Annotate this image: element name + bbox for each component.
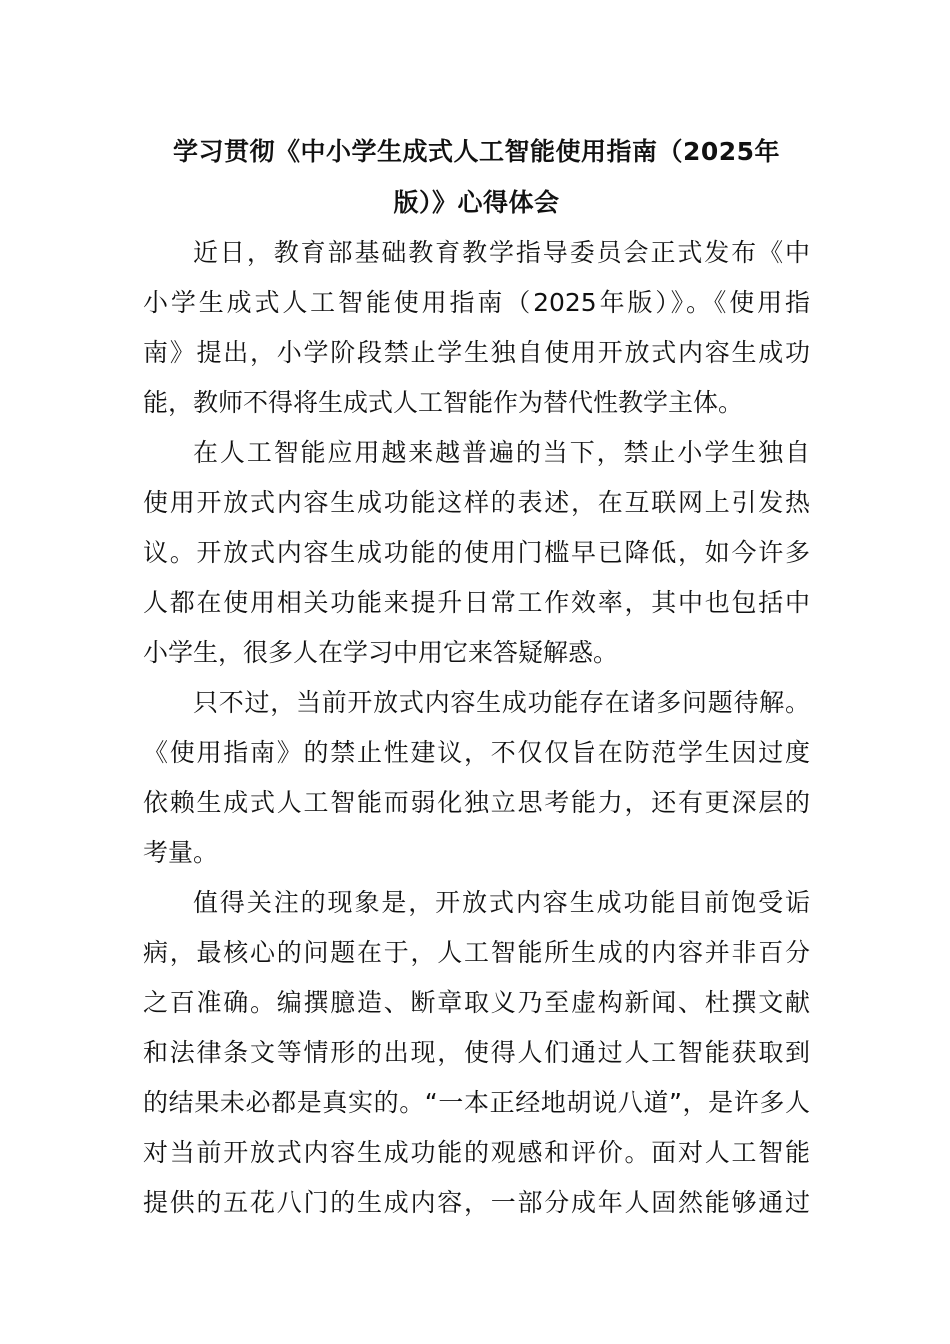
- paragraph-line: 使用开放式内容生成功能这样的表述，在互联网上引发热: [143, 488, 810, 517]
- paragraph-line: 之百准确。编撰臆造、断章取义乃至虚构新闻、杜撰文献: [143, 988, 810, 1017]
- paragraph-line: 小学生成式人工智能使用指南（2025年版）》。《使用指: [143, 288, 810, 317]
- paragraph-line: 对当前开放式内容生成功能的观感和评价。面对人工智能: [143, 1138, 810, 1167]
- paragraph-line: 值得关注的现象是，开放式内容生成功能目前饱受诟: [193, 888, 810, 917]
- paragraph-line: 提供的五花八门的生成内容，一部分成年人固然能够通过: [143, 1188, 810, 1217]
- paragraph-line: 考量。: [143, 838, 219, 867]
- paragraph-line: 的结果未必都是真实的。“一本正经地胡说八道”，是许多人: [143, 1088, 810, 1117]
- paragraph-line: 人都在使用相关功能来提升日常工作效率，其中也包括中: [143, 588, 810, 617]
- paragraph-1: [143, 228, 810, 428]
- title-line: 版）》心得体会: [393, 188, 560, 217]
- paragraph-line: 和法律条文等情形的出现，使得人们通过人工智能获取到: [143, 1038, 810, 1067]
- paragraph-line: 近日，教育部基础教育教学指导委员会正式发布《中: [193, 238, 810, 267]
- paragraph-line: 南》提出，小学阶段禁止学生独自使用开放式内容生成功: [143, 338, 810, 367]
- paragraph-4: [143, 878, 810, 1228]
- paragraph-line: 议。开放式内容生成功能的使用门槛早已降低，如今许多: [143, 538, 810, 567]
- paragraph-line: 病，最核心的问题在于，人工智能所生成的内容并非百分: [143, 938, 810, 967]
- paragraph-2: [143, 428, 810, 678]
- paragraph-line: 《使用指南》的禁止性建议，不仅仅旨在防范学生因过度: [143, 738, 810, 767]
- paragraph-line: 能，教师不得将生成式人工智能作为替代性教学主体。: [143, 388, 744, 417]
- paragraph-line: 小学生，很多人在学习中用它来答疑解惑。: [143, 638, 619, 667]
- paragraph-line: 只不过，当前开放式内容生成功能存在诸多问题待解。: [193, 688, 810, 717]
- title-line: 学习贯彻《中小学生成式人工智能使用指南（2025年: [172, 137, 781, 166]
- paragraph-line: 在人工智能应用越来越普遍的当下，禁止小学生独自: [193, 438, 810, 467]
- paragraph-3: [143, 678, 810, 878]
- document-title: [143, 126, 810, 228]
- paragraph-line: 依赖生成式人工智能而弱化独立思考能力，还有更深层的: [143, 788, 810, 817]
- document-body: [143, 126, 810, 1228]
